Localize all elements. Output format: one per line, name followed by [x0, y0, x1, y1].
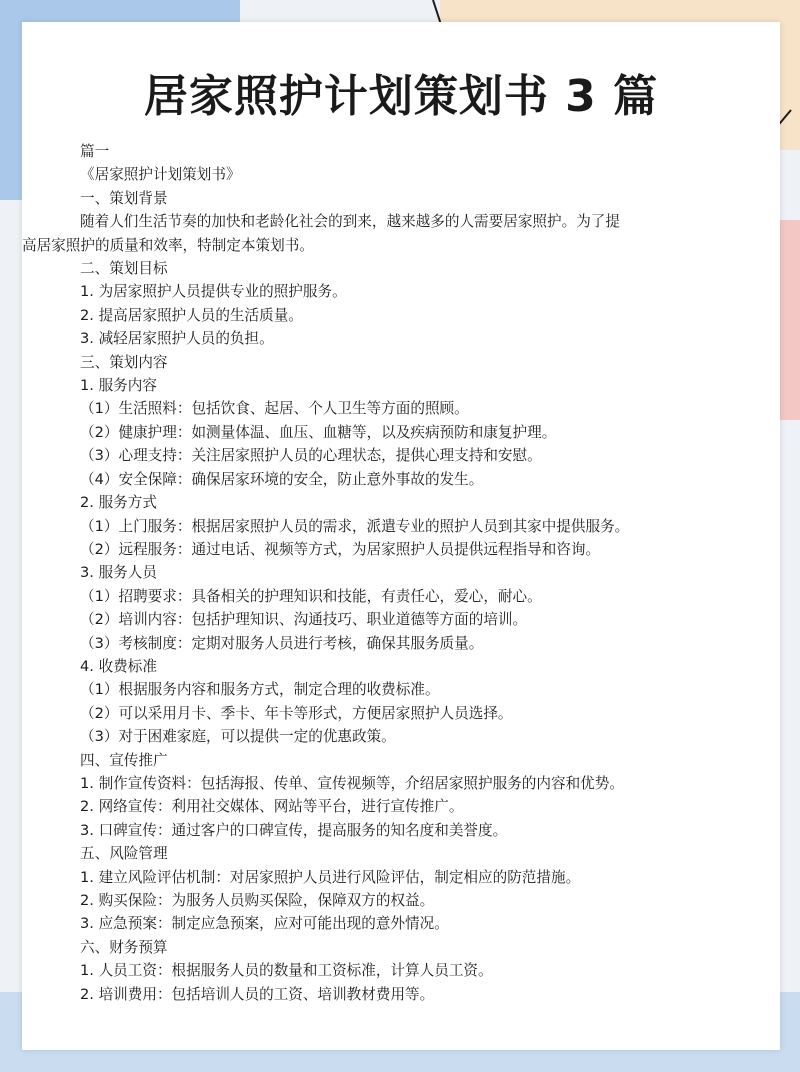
subsection-heading: 1. 服务内容 — [80, 377, 157, 395]
list-item: 1. 人员工资：根据服务人员的数量和工资标准，计算人员工资。 — [80, 962, 493, 980]
list-item: 1. 建立风险评估机制：对居家照护人员进行风险评估，制定相应的防范措施。 — [80, 868, 581, 886]
document-subtitle: 《居家照护计划策划书》 — [80, 166, 241, 184]
document-title: 居家照护计划策划书 3 篇 — [143, 71, 659, 122]
section-heading: 一、策划背景 — [80, 189, 168, 207]
list-item: 3. 减轻居家照护人员的负担。 — [80, 330, 274, 348]
section-heading: 四、宣传推广 — [80, 751, 168, 769]
document-body — [22, 140, 770, 1006]
list-item: （3）对于困难家庭，可以提供一定的优惠政策。 — [80, 728, 396, 746]
list-item: 2. 网络宣传：利用社交媒体、网站等平台，进行宣传推广。 — [80, 798, 464, 816]
list-item: （1）生活照料：包括饮食、起居、个人卫生等方面的照顾。 — [80, 400, 469, 418]
list-item: 3. 应急预案：制定应急预案，应对可能出现的意外情况。 — [80, 915, 449, 933]
section-heading: 五、风险管理 — [80, 845, 168, 863]
list-item: （2）培训内容：包括护理知识、沟通技巧、职业道德等方面的培训。 — [80, 611, 528, 629]
list-item: （3）考核制度：定期对服务人员进行考核，确保其服务质量。 — [80, 634, 484, 652]
list-item: （2）可以采用月卡、季卡、年卡等形式，方便居家照护人员选择。 — [80, 704, 513, 722]
list-item: （3）心理支持：关注居家照护人员的心理状态，提供心理支持和安慰。 — [80, 447, 542, 465]
list-item: 2. 培训费用：包括培训人员的工资、培训教材费用等。 — [80, 985, 435, 1003]
section-heading: 六、财务预算 — [80, 938, 168, 956]
list-item: （1）招聘要求：具备相关的护理知识和技能，有责任心，爱心，耐心。 — [80, 587, 542, 605]
paragraph-line: 随着人们生活节奏的加快和老龄化社会的到来，越来越多的人需要居家照护。为了提 — [80, 213, 620, 231]
list-item: 3. 口碑宣传：通过客户的口碑宣传，提高服务的知名度和美誉度。 — [80, 821, 508, 839]
section-heading: 三、策划内容 — [80, 353, 168, 371]
section-label: 篇一 — [80, 143, 110, 160]
list-item: 1. 为居家照护人员提供专业的照护服务。 — [80, 283, 347, 301]
list-item: 1. 制作宣传资料：包括海报、传单、宣传视频等，介绍居家照护服务的内容和优势。 — [80, 774, 624, 792]
list-item: 2. 购买保险：为服务人员购买保险，保障双方的权益。 — [80, 892, 435, 909]
subsection-heading: 3. 服务人员 — [80, 564, 157, 582]
paragraph-line: 高居家照护的质量和效率，特制定本策划书。 — [22, 236, 314, 254]
list-item: （2）健康护理：如测量体温、血压、血糖等，以及疾病预防和康复护理。 — [80, 423, 557, 441]
subsection-heading: 4. 收费标准 — [80, 657, 157, 675]
list-item: （4）安全保障：确保居家环境的安全，防止意外事故的发生。 — [80, 470, 484, 488]
section-heading: 二、策划目标 — [80, 260, 168, 278]
document-page — [22, 22, 780, 1050]
list-item: （1）上门服务：根据居家照护人员的需求，派遣专业的照护人员到其家中提供服务。 — [80, 517, 630, 535]
subsection-heading: 2. 服务方式 — [80, 494, 157, 512]
list-item: 2. 提高居家照护人员的生活质量。 — [80, 306, 303, 324]
list-item: （2）远程服务：通过电话、视频等方式，为居家照护人员提供远程指导和咨询。 — [80, 540, 601, 558]
list-item: （1）根据服务内容和服务方式，制定合理的收费标准。 — [80, 681, 440, 699]
